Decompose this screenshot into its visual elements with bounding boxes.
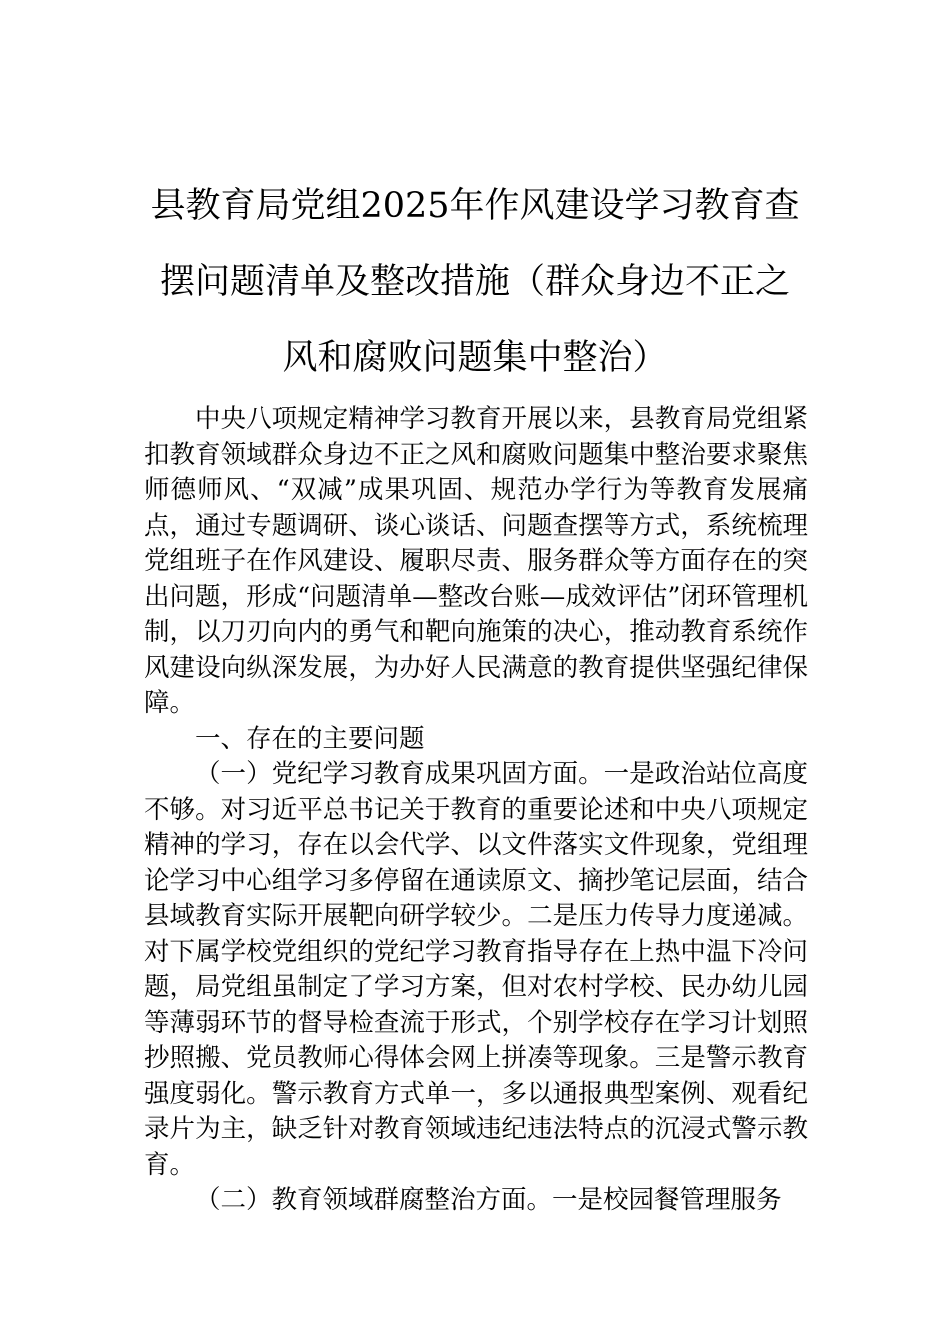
title-line-1: 县教育局党组2025年作风建设学习教育查 xyxy=(150,186,800,226)
title-line-2: 摆问题清单及整改措施（群众身边不正之 xyxy=(159,262,790,302)
paragraph-subsection-2: （二）教育领域群腐整治方面。一是校园餐管理服务 xyxy=(195,1185,782,1215)
document-title xyxy=(140,168,810,396)
paragraph-subsection-1: （一）党纪学习教育成果巩固方面。一是政治站位高度不够。对习近平总书记关于教育的重要论述和中央八项规定精神的学习，存在以会代学、以文件落实文件现象，党组理论学习中心组学习多停留在通读原文、摘抄笔记层面，结合县域教育实际开展靶向研学较少。二是压力传导力度递减。对下属学校党组织的党纪学习教育指导存在上热中温下冷问题，局党组虽制定了学习方案，但对农村学校、民办幼儿园等薄弱环节的督导检查流于形式，个别学校存在学习计划照抄照搬、党员教师心得体会网上拼凑等现象。三是警示教育强度弱化。警示教育方式单一，多以通报典型案例、观看纪录片为主，缺乏针对教育领域违纪违法特点的沉浸式警示教育。 xyxy=(144,759,808,1180)
section-heading-1: 一、存在的主要问题 xyxy=(195,723,425,754)
document-body xyxy=(144,402,808,1219)
title-line-3: 风和腐败问题集中整治） xyxy=(282,338,668,378)
intro-paragraph: 中央八项规定精神学习教育开展以来，县教育局党组紧扣教育领域群众身边不正之风和腐败问题集中整治要求聚焦师德师风、“双减”成果巩固、规范办学行为等教育发展痛点，通过专题调研、谈心谈话、问题查摆等方式，系统梳理党组班子在作风建设、履职尽责、服务群众等方面存在的突出问题，形成“问题清单—整改台账—成效评估”闭环管理机制，以刀刃向内的勇气和靶向施策的决心，推动教育系统作风建设向纵深发展，为办好人民满意的教育提供坚强纪律保障。 xyxy=(144,404,808,718)
